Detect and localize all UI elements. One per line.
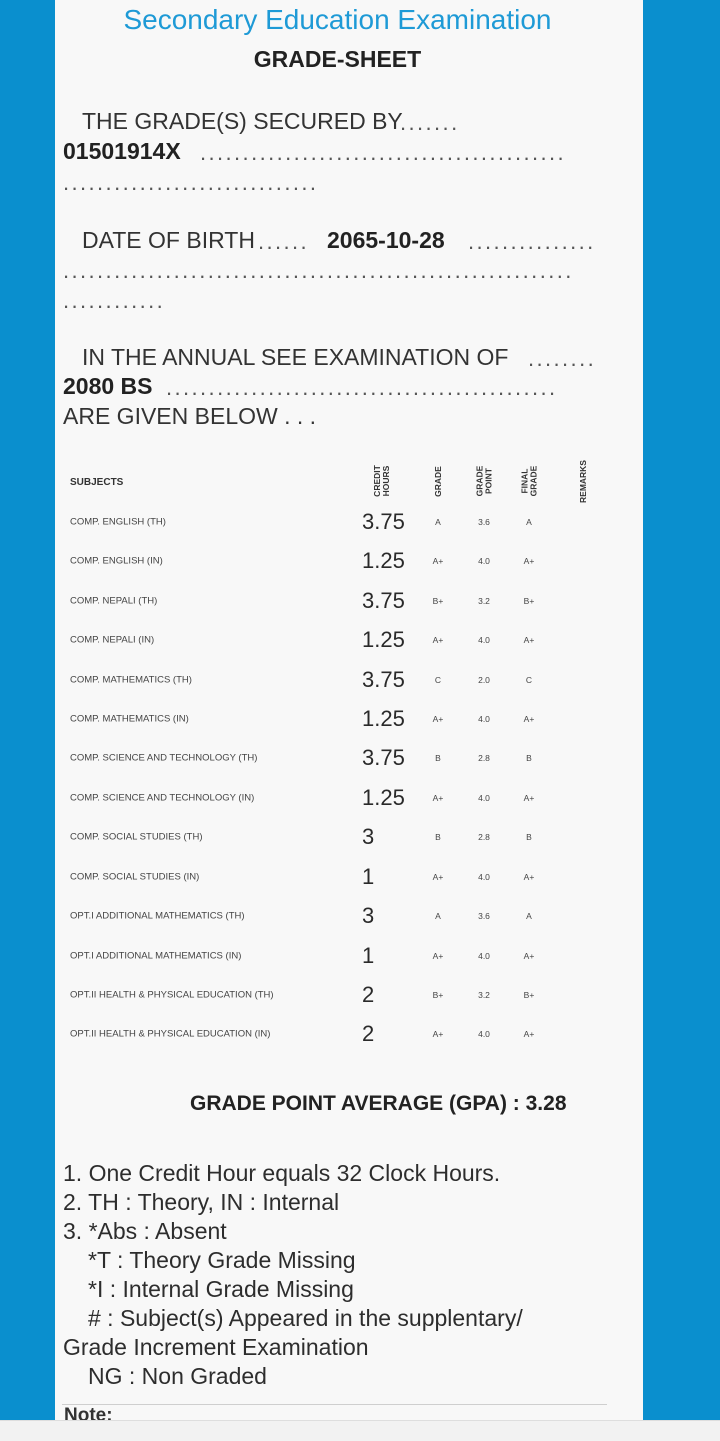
- subject-name: COMP. MATHEMATICS (TH): [70, 674, 192, 685]
- credit-hours: 1: [362, 942, 375, 968]
- credit-hours: 3.75: [362, 744, 405, 770]
- subjects-header: SUBJECTS: [70, 477, 124, 488]
- note-heading: Note:: [64, 1405, 113, 1420]
- note-line-1: 1. One Credit Hour equals 32 Clock Hours.: [63, 1160, 501, 1186]
- grade: A+: [432, 555, 444, 566]
- grade-point-header-text: GRADE POINT: [474, 465, 494, 497]
- final-grade: B+: [523, 595, 535, 606]
- subject-name: COMP. SOCIAL STUDIES (TH): [70, 831, 203, 842]
- credit-hours: 3.75: [362, 508, 405, 534]
- grade: A+: [432, 1028, 444, 1039]
- grade-point: 3.6: [478, 516, 490, 527]
- final-grade: C: [525, 674, 533, 685]
- final-grade: A: [526, 910, 532, 921]
- grade: A+: [432, 792, 444, 803]
- grade-point: 3.6: [478, 910, 490, 921]
- grade-point: 4.0: [478, 1028, 490, 1039]
- final-grade: B: [526, 831, 532, 842]
- subject-name: OPT.II HEALTH & PHYSICAL EDUCATION (IN): [70, 1028, 271, 1039]
- dotted-leader: .......: [400, 110, 460, 135]
- table-row: [0, 738, 720, 777]
- final-grade: A+: [523, 713, 535, 724]
- grade-point: 4.0: [478, 871, 490, 882]
- date-of-birth: 2065-10-28: [327, 227, 445, 253]
- credit-hours: 3: [362, 902, 375, 928]
- dotted-leader: ......: [258, 229, 310, 254]
- grade-point: 4.0: [478, 555, 490, 566]
- subject-name: COMP. ENGLISH (IN): [70, 555, 163, 566]
- credit-hours: 3.75: [362, 666, 405, 692]
- dob-label: DATE OF BIRTH: [82, 227, 255, 253]
- grade: A+: [432, 871, 444, 882]
- credit-hours: 3.75: [362, 587, 405, 613]
- dotted-leader: ...........................................: [200, 140, 567, 165]
- grade: A+: [432, 634, 444, 645]
- grade: B: [435, 831, 441, 842]
- table-row: [0, 778, 720, 817]
- table-row: [0, 541, 720, 580]
- credit-hours-header-text: CREDIT HOURS: [372, 465, 392, 497]
- grade-sheet-heading: GRADE-SHEET: [253, 46, 422, 72]
- table-row: [0, 620, 720, 659]
- note-line-4: *T : Theory Grade Missing: [88, 1247, 356, 1273]
- note-line-5: *I : Internal Grade Missing: [88, 1276, 354, 1302]
- symbol-number: 01501914X: [63, 138, 181, 164]
- table-row: [0, 1014, 720, 1053]
- credit-hours: 1: [362, 863, 375, 889]
- dotted-leader: ........: [528, 346, 597, 371]
- bottom-strip: [0, 1420, 720, 1441]
- note-line-7: Grade Increment Examination: [63, 1334, 369, 1360]
- subject-name: COMP. SCIENCE AND TECHNOLOGY (TH): [70, 752, 258, 763]
- grade: A: [435, 910, 441, 921]
- grade-point: 4.0: [478, 792, 490, 803]
- table-row: [0, 936, 720, 975]
- credit-hours: 1.25: [362, 784, 405, 810]
- note-heading-clip: [62, 1405, 262, 1420]
- table-row: [0, 581, 720, 620]
- grade-point: 2.8: [478, 831, 490, 842]
- final-grade: A: [526, 516, 532, 527]
- credit-hours: 2: [362, 981, 375, 1007]
- credit-hours: 2: [362, 1020, 375, 1046]
- grade-point: 3.2: [478, 989, 490, 1000]
- note-line-3: 3. *Abs : Absent: [63, 1218, 227, 1244]
- final-grade: A+: [523, 950, 535, 961]
- subject-name: OPT.II HEALTH & PHYSICAL EDUCATION (TH): [70, 989, 274, 1000]
- final-grade: B+: [523, 989, 535, 1000]
- final-grade: A+: [523, 634, 535, 645]
- grade: A: [435, 516, 441, 527]
- grade-point: 4.0: [478, 634, 490, 645]
- subject-name: OPT.I ADDITIONAL MATHEMATICS (IN): [70, 950, 242, 961]
- grade-point: 4.0: [478, 950, 490, 961]
- credit-hours: 3: [362, 823, 375, 849]
- note-line-6: # : Subject(s) Appeared in the supplentary/: [88, 1305, 523, 1331]
- table-row: [0, 896, 720, 935]
- grade: B+: [432, 595, 444, 606]
- grade-header-text: GRADE: [432, 465, 443, 497]
- dotted-leader: ..............................: [63, 170, 319, 195]
- table-row: [0, 975, 720, 1014]
- note-line-8: NG : Non Graded: [88, 1363, 267, 1389]
- final-grade: A+: [523, 1028, 535, 1039]
- subject-name: COMP. SOCIAL STUDIES (IN): [70, 871, 200, 882]
- final-grade: A+: [523, 555, 535, 566]
- dotted-leader: ..............................................: [166, 375, 558, 400]
- final-grade-header-text: FINAL GRADE: [519, 465, 539, 497]
- table-row: [0, 817, 720, 856]
- gpa-summary: GRADE POINT AVERAGE (GPA) : 3.28: [190, 1092, 567, 1115]
- secured-by-label: THE GRADE(S) SECURED BY: [82, 108, 403, 134]
- dotted-leader: ...............: [468, 229, 596, 254]
- grade: B: [435, 752, 441, 763]
- subject-name: COMP. ENGLISH (TH): [70, 516, 166, 527]
- subject-name: COMP. NEPALI (TH): [70, 595, 158, 606]
- grade: B+: [432, 989, 444, 1000]
- grade-point: 3.2: [478, 595, 490, 606]
- grade: A+: [432, 950, 444, 961]
- exam-label: IN THE ANNUAL SEE EXAMINATION OF: [82, 344, 509, 370]
- subject-name: COMP. SCIENCE AND TECHNOLOGY (IN): [70, 792, 255, 803]
- credit-hours: 1.25: [362, 547, 405, 573]
- grade-point: 4.0: [478, 713, 490, 724]
- grade-point: 2.0: [478, 674, 490, 685]
- dotted-leader: ............................................................: [63, 258, 574, 283]
- final-grade: B: [526, 752, 532, 763]
- dotted-leader: ............: [63, 288, 166, 313]
- subject-name: COMP. NEPALI (IN): [70, 634, 155, 645]
- table-row: [0, 857, 720, 896]
- credit-hours: 1.25: [362, 705, 405, 731]
- final-grade: A+: [523, 792, 535, 803]
- subject-name: OPT.I ADDITIONAL MATHEMATICS (TH): [70, 910, 245, 921]
- remarks-header-text: REMARKS: [577, 459, 588, 503]
- grade-point: 2.8: [478, 752, 490, 763]
- grade: A+: [432, 713, 444, 724]
- credit-hours: 1.25: [362, 626, 405, 652]
- grade: C: [434, 674, 442, 685]
- exam-title: Secondary Education Examination: [123, 4, 552, 35]
- table-row: [0, 502, 720, 541]
- table-row: [0, 699, 720, 738]
- exam-year: 2080 BS: [63, 373, 153, 399]
- note-line-2: 2. TH : Theory, IN : Internal: [63, 1189, 340, 1215]
- final-grade: A+: [523, 871, 535, 882]
- subject-name: COMP. MATHEMATICS (IN): [70, 713, 189, 724]
- given-below-text: ARE GIVEN BELOW . . .: [63, 403, 317, 429]
- table-row: [0, 660, 720, 699]
